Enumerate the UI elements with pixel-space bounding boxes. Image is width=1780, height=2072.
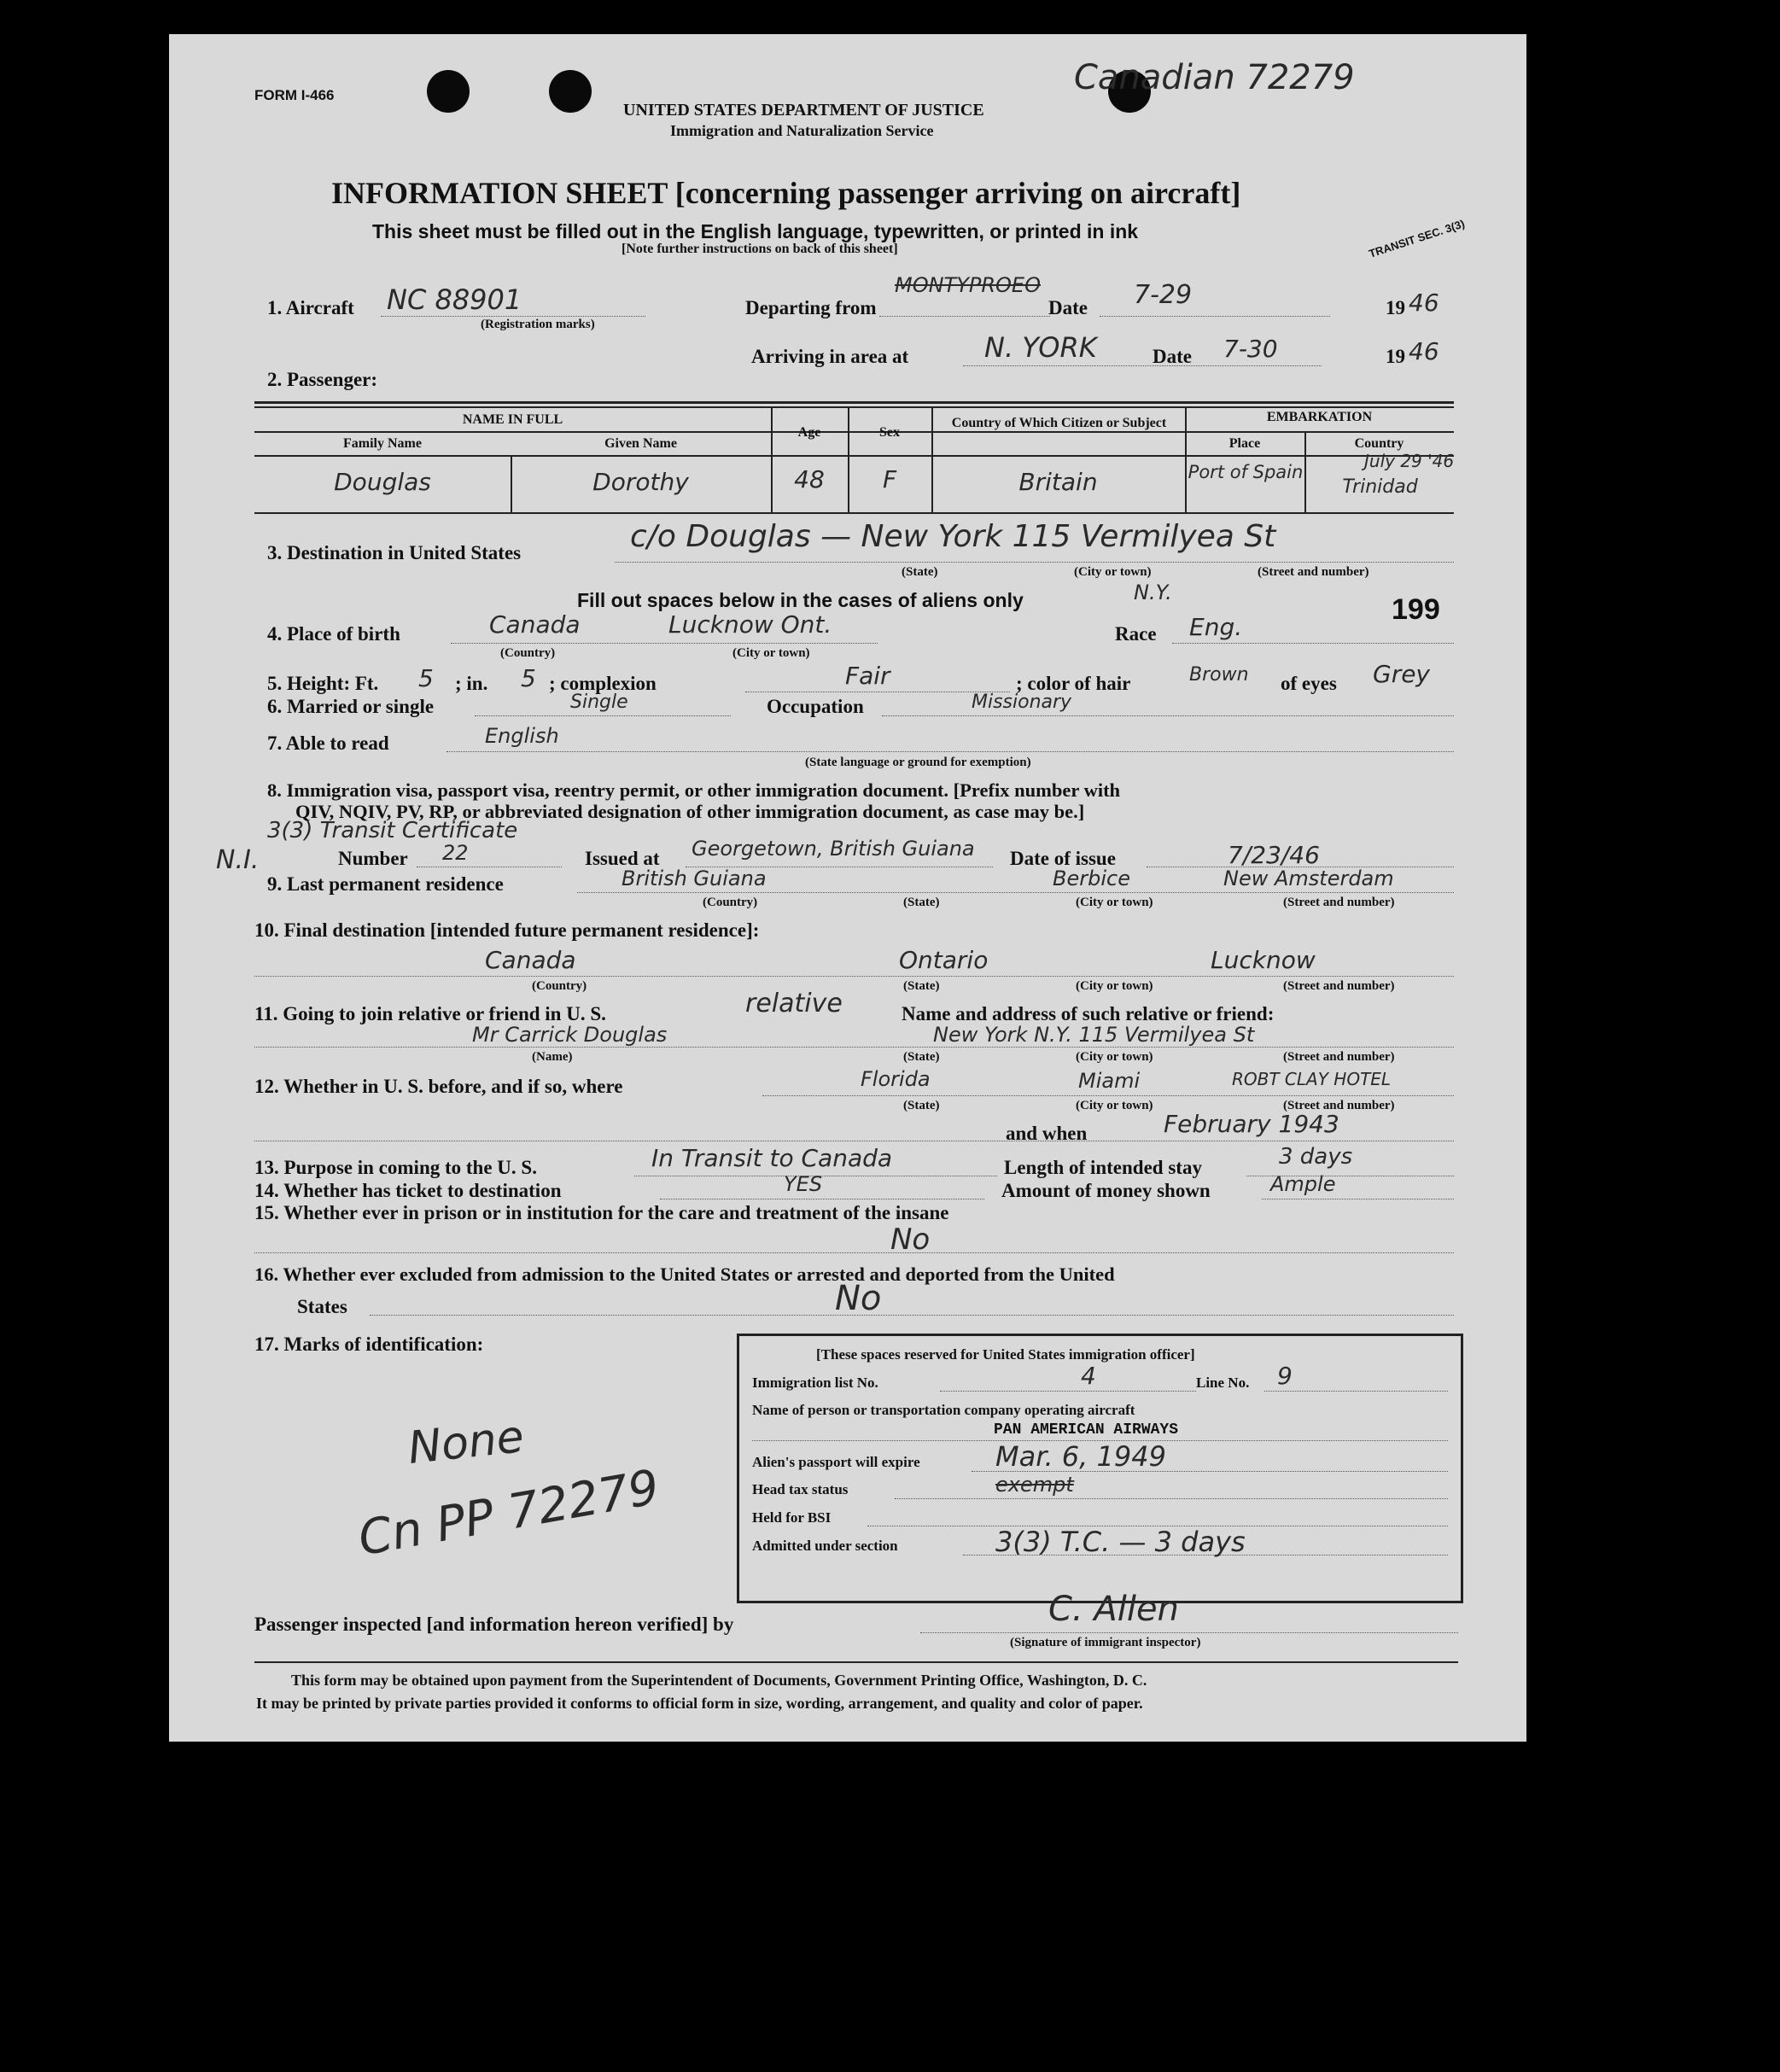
passport-expire-value[interactable]: Mar. 6, 1949: [995, 1440, 1166, 1473]
prison-value[interactable]: No: [890, 1223, 931, 1257]
previous-visit-when-label: and when: [1006, 1123, 1088, 1144]
join-relative-value[interactable]: relative: [745, 989, 843, 1018]
final-destination-country-caption: (Country): [532, 979, 587, 993]
height-feet[interactable]: 5: [418, 664, 434, 692]
join-relative-label: 11. Going to join relative or friend in U. S.: [254, 1003, 606, 1024]
year-prefix: 19: [1386, 297, 1405, 318]
hair-color-value[interactable]: Brown: [1189, 664, 1249, 686]
aircraft-label: 1. Aircraft: [267, 297, 354, 318]
prison-label: 15. Whether ever in prison or in institution for the care and treatment of the insane: [254, 1202, 949, 1223]
identification-marks-value[interactable]: None: [406, 1411, 527, 1474]
passenger-sex[interactable]: F: [882, 465, 897, 493]
race-value[interactable]: Eng.: [1189, 613, 1243, 641]
excluded-value[interactable]: No: [835, 1279, 882, 1318]
occupation-label: Occupation: [767, 696, 864, 717]
relative-state-caption: (State): [903, 1050, 940, 1064]
last-residence-country-caption: (Country): [703, 896, 758, 909]
height-inches[interactable]: 5: [521, 664, 536, 692]
relative-street-caption: (Street and number): [1283, 1050, 1395, 1064]
date-label: Date: [1048, 297, 1088, 318]
head-tax-label: Head tax status: [752, 1481, 849, 1497]
passenger-age[interactable]: 48: [794, 465, 825, 493]
relative-name-caption: (Name): [532, 1050, 573, 1064]
relative-address[interactable]: New York N.Y. 115 Vermilyea St: [933, 1023, 1255, 1047]
height-inches-label: ; in.: [455, 673, 488, 694]
destination-city-caption: (City or town): [1074, 565, 1152, 579]
money-value[interactable]: Ample: [1270, 1172, 1336, 1196]
col-citizen-country: Country of Which Citizen or Subject: [951, 416, 1167, 430]
last-residence-state-caption: (State): [903, 896, 940, 909]
relative-name-label: Name and address of such relative or friend:: [902, 1003, 1275, 1024]
destination-value[interactable]: c/o Douglas — New York 115 Vermilyea St: [630, 519, 1276, 554]
col-family-name: Family Name: [343, 436, 422, 451]
marital-value[interactable]: Single: [570, 692, 628, 713]
embarkation-country[interactable]: Trinidad: [1342, 476, 1418, 498]
excluded-label-line1: 16. Whether ever excluded from admission to the United States or arrested and deported from the United: [254, 1264, 1115, 1285]
complexion-label: ; complexion: [549, 673, 657, 694]
form-number: FORM I-466: [254, 87, 335, 103]
identification-passport-number[interactable]: Cn PP 72279: [354, 1459, 663, 1567]
document-number-label: Number: [338, 848, 408, 869]
document-instruction-line2: QIV, NQIV, PV, RP, or abbreviated designation of other immigration document, as case may be.]: [295, 801, 1085, 822]
officer-box-title: [These spaces reserved for United States immigration officer]: [816, 1346, 1195, 1363]
page-title: INFORMATION SHEET [concerning passenger arriving on aircraft]: [331, 176, 1241, 210]
race-label: Race: [1115, 623, 1157, 645]
final-destination-street-caption: (Street and number): [1283, 979, 1395, 993]
money-label: Amount of money shown: [1001, 1180, 1211, 1201]
hair-color-label: ; color of hair: [1016, 673, 1131, 694]
birth-country-caption: (Country): [500, 646, 556, 660]
line-number-label: Line No.: [1196, 1375, 1250, 1391]
embarkation-date-note: July 29 '46: [1364, 451, 1455, 471]
relative-city-caption: (City or town): [1076, 1050, 1153, 1064]
departure-year[interactable]: 46: [1409, 289, 1439, 317]
col-country: Country: [1354, 436, 1404, 451]
officer-reserved-box: [737, 1334, 1463, 1603]
complexion-value[interactable]: Fair: [845, 662, 890, 690]
embarkation-place[interactable]: Port of Spain: [1188, 462, 1304, 482]
date-of-issue-value[interactable]: 7/23/46: [1228, 841, 1320, 869]
relative-name[interactable]: Mr Carrick Douglas: [472, 1023, 668, 1047]
line-number-value[interactable]: 9: [1277, 1362, 1293, 1390]
birth-city[interactable]: Lucknow Ont.: [668, 610, 832, 639]
admitted-under-label: Admitted under section: [752, 1538, 898, 1554]
document-number[interactable]: 22: [442, 841, 469, 865]
marital-label: 6. Married or single: [267, 696, 435, 717]
margin-note: N.I.: [216, 845, 260, 875]
transport-company-label: Name of person or transportation company operating aircraft: [752, 1402, 1135, 1418]
ticket-value[interactable]: YES: [784, 1172, 823, 1196]
final-destination-state[interactable]: Ontario: [899, 946, 989, 974]
department-heading: UNITED STATES DEPARTMENT OF JUSTICE: [623, 101, 984, 120]
immigration-list-label: Immigration list No.: [752, 1375, 878, 1391]
intended-stay-value[interactable]: 3 days: [1279, 1144, 1353, 1170]
col-sex: Sex: [879, 425, 900, 440]
transport-company-value[interactable]: PAN AMERICAN AIRWAYS: [994, 1421, 1179, 1439]
last-residence-country[interactable]: British Guiana: [622, 867, 767, 890]
last-residence-street-caption: (Street and number): [1283, 896, 1395, 909]
head-tax-value[interactable]: exempt: [995, 1473, 1074, 1497]
service-heading: Immigration and Naturalization Service: [670, 122, 934, 139]
date-of-issue-label: Date of issue: [1010, 848, 1116, 869]
registration-caption: (Registration marks): [481, 318, 595, 331]
last-residence-city[interactable]: Berbice: [1053, 867, 1130, 890]
inspector-signature[interactable]: C. Allen: [1048, 1590, 1179, 1629]
occupation-value[interactable]: Missionary: [972, 692, 1072, 713]
passenger-family-name[interactable]: Douglas: [334, 468, 431, 496]
footer-line-1: This form may be obtained upon payment from the Superintendent of Documents, Government Printing Office, Washington, D. C.: [291, 1672, 1147, 1689]
able-to-read-caption: (State language or ground for exemption): [805, 756, 1031, 769]
eye-color-value[interactable]: Grey: [1373, 660, 1431, 688]
passenger-citizenship[interactable]: Britain: [1018, 468, 1098, 496]
purpose-label: 13. Purpose in coming to the U. S.: [254, 1157, 537, 1178]
transit-stamp: TRANSIT SEC. 3(3): [1367, 217, 1467, 260]
name-in-full-heading: NAME IN FULL: [462, 412, 563, 427]
embarkation-heading: EMBARKATION: [1266, 410, 1373, 424]
final-destination-city[interactable]: Lucknow: [1211, 946, 1316, 974]
final-destination-state-caption: (State): [903, 979, 940, 993]
birthplace-label: 4. Place of birth: [267, 623, 400, 645]
held-for-bsi-label: Held for BSI: [752, 1509, 832, 1526]
issued-at-label: Issued at: [585, 848, 660, 869]
passenger-label: 2. Passenger:: [267, 369, 378, 390]
departing-value[interactable]: MONTYPROEO: [895, 273, 1041, 297]
departing-label: Departing from: [745, 297, 877, 318]
col-given-name: Given Name: [604, 436, 677, 451]
footer-line-2: It may be printed by private parties provided it conforms to official form in size, wording, arrangement, and quality and color of paper.: [256, 1695, 1143, 1712]
punch-hole: [427, 70, 470, 113]
able-to-read-value[interactable]: English: [485, 724, 559, 748]
height-label: 5. Height: Ft.: [267, 673, 379, 694]
final-destination-country[interactable]: Canada: [485, 946, 576, 974]
birth-country[interactable]: Canada: [489, 610, 581, 639]
handwritten-file-number: Canadian 72279: [1074, 58, 1355, 97]
punch-hole: [549, 70, 592, 113]
arrival-date-label: Date: [1153, 346, 1192, 367]
inspection-label: Passenger inspected [and information hereon verified] by: [254, 1614, 734, 1635]
document-hand-note: 3(3) Transit Certificate: [267, 818, 518, 843]
intended-stay-label: Length of intended stay: [1004, 1157, 1202, 1178]
destination-state-extra: N.Y.: [1134, 581, 1172, 604]
excluded-label-line2: States: [297, 1296, 347, 1317]
final-destination-label: 10. Final destination [intended future permanent residence]:: [254, 919, 760, 941]
previous-visit-label: 12. Whether in U. S. before, and if so, where: [254, 1076, 623, 1097]
arrival-year[interactable]: 46: [1409, 337, 1439, 365]
document-instruction-line1: 8. Immigration visa, passport visa, reentry permit, or other immigration document. [Prefix number with: [267, 779, 1121, 801]
col-age: Age: [797, 425, 821, 440]
passenger-given-name[interactable]: Dorothy: [592, 468, 689, 496]
destination-state-caption: (State): [902, 565, 938, 579]
previous-visit-state-caption: (State): [903, 1099, 940, 1112]
eye-color-label: of eyes: [1281, 673, 1337, 694]
last-residence-city-caption: (City or town): [1076, 896, 1153, 909]
form-sheet: [169, 34, 1526, 1742]
instruction-line: This sheet must be filled out in the English language, typewritten, or printed in ink: [372, 220, 1139, 242]
passport-expire-label: Alien's passport will expire: [752, 1454, 920, 1470]
ticket-label: 14. Whether has ticket to destination: [254, 1180, 562, 1201]
last-residence-label: 9. Last permanent residence: [267, 873, 504, 895]
final-destination-city-caption: (City or town): [1076, 979, 1153, 993]
instruction-note: [Note further instructions on back of this sheet]: [622, 242, 898, 256]
last-residence-street[interactable]: New Amsterdam: [1223, 867, 1394, 890]
year-prefix-2: 19: [1386, 346, 1405, 367]
arriving-label: Arriving in area at: [751, 346, 909, 367]
col-place: Place: [1228, 436, 1261, 451]
departure-date[interactable]: 7-29: [1134, 280, 1193, 310]
aliens-only-note: Fill out spaces below in the cases of aliens only: [577, 589, 1024, 611]
aircraft-value[interactable]: NC 88901: [387, 283, 522, 316]
previous-visit-city-caption: (City or town): [1076, 1099, 1153, 1112]
destination-street-caption: (Street and number): [1258, 565, 1369, 579]
purpose-value[interactable]: In Transit to Canada: [651, 1144, 893, 1172]
arriving-value[interactable]: N. YORK: [984, 331, 1097, 364]
previous-visit-city[interactable]: Miami: [1078, 1069, 1141, 1093]
previous-visit-when[interactable]: February 1943: [1164, 1110, 1339, 1138]
birth-city-caption: (City or town): [732, 646, 810, 660]
issued-at-value[interactable]: Georgetown, British Guiana: [692, 837, 975, 861]
immigration-list-value[interactable]: 4: [1081, 1362, 1096, 1390]
arrival-date[interactable]: 7-30: [1223, 335, 1278, 363]
previous-visit-state[interactable]: Florida: [861, 1067, 931, 1091]
able-to-read-label: 7. Able to read: [267, 732, 389, 754]
destination-label: 3. Destination in United States: [267, 542, 522, 563]
previous-visit-street-caption: (Street and number): [1283, 1099, 1395, 1112]
identification-marks-label: 17. Marks of identification:: [254, 1334, 484, 1355]
inspector-signature-caption: (Signature of immigrant inspector): [1010, 1636, 1201, 1649]
page-number: 199: [1392, 593, 1440, 626]
admitted-under-value[interactable]: 3(3) T.C. — 3 days: [995, 1526, 1246, 1558]
previous-visit-street[interactable]: ROBT CLAY HOTEL: [1232, 1069, 1392, 1089]
